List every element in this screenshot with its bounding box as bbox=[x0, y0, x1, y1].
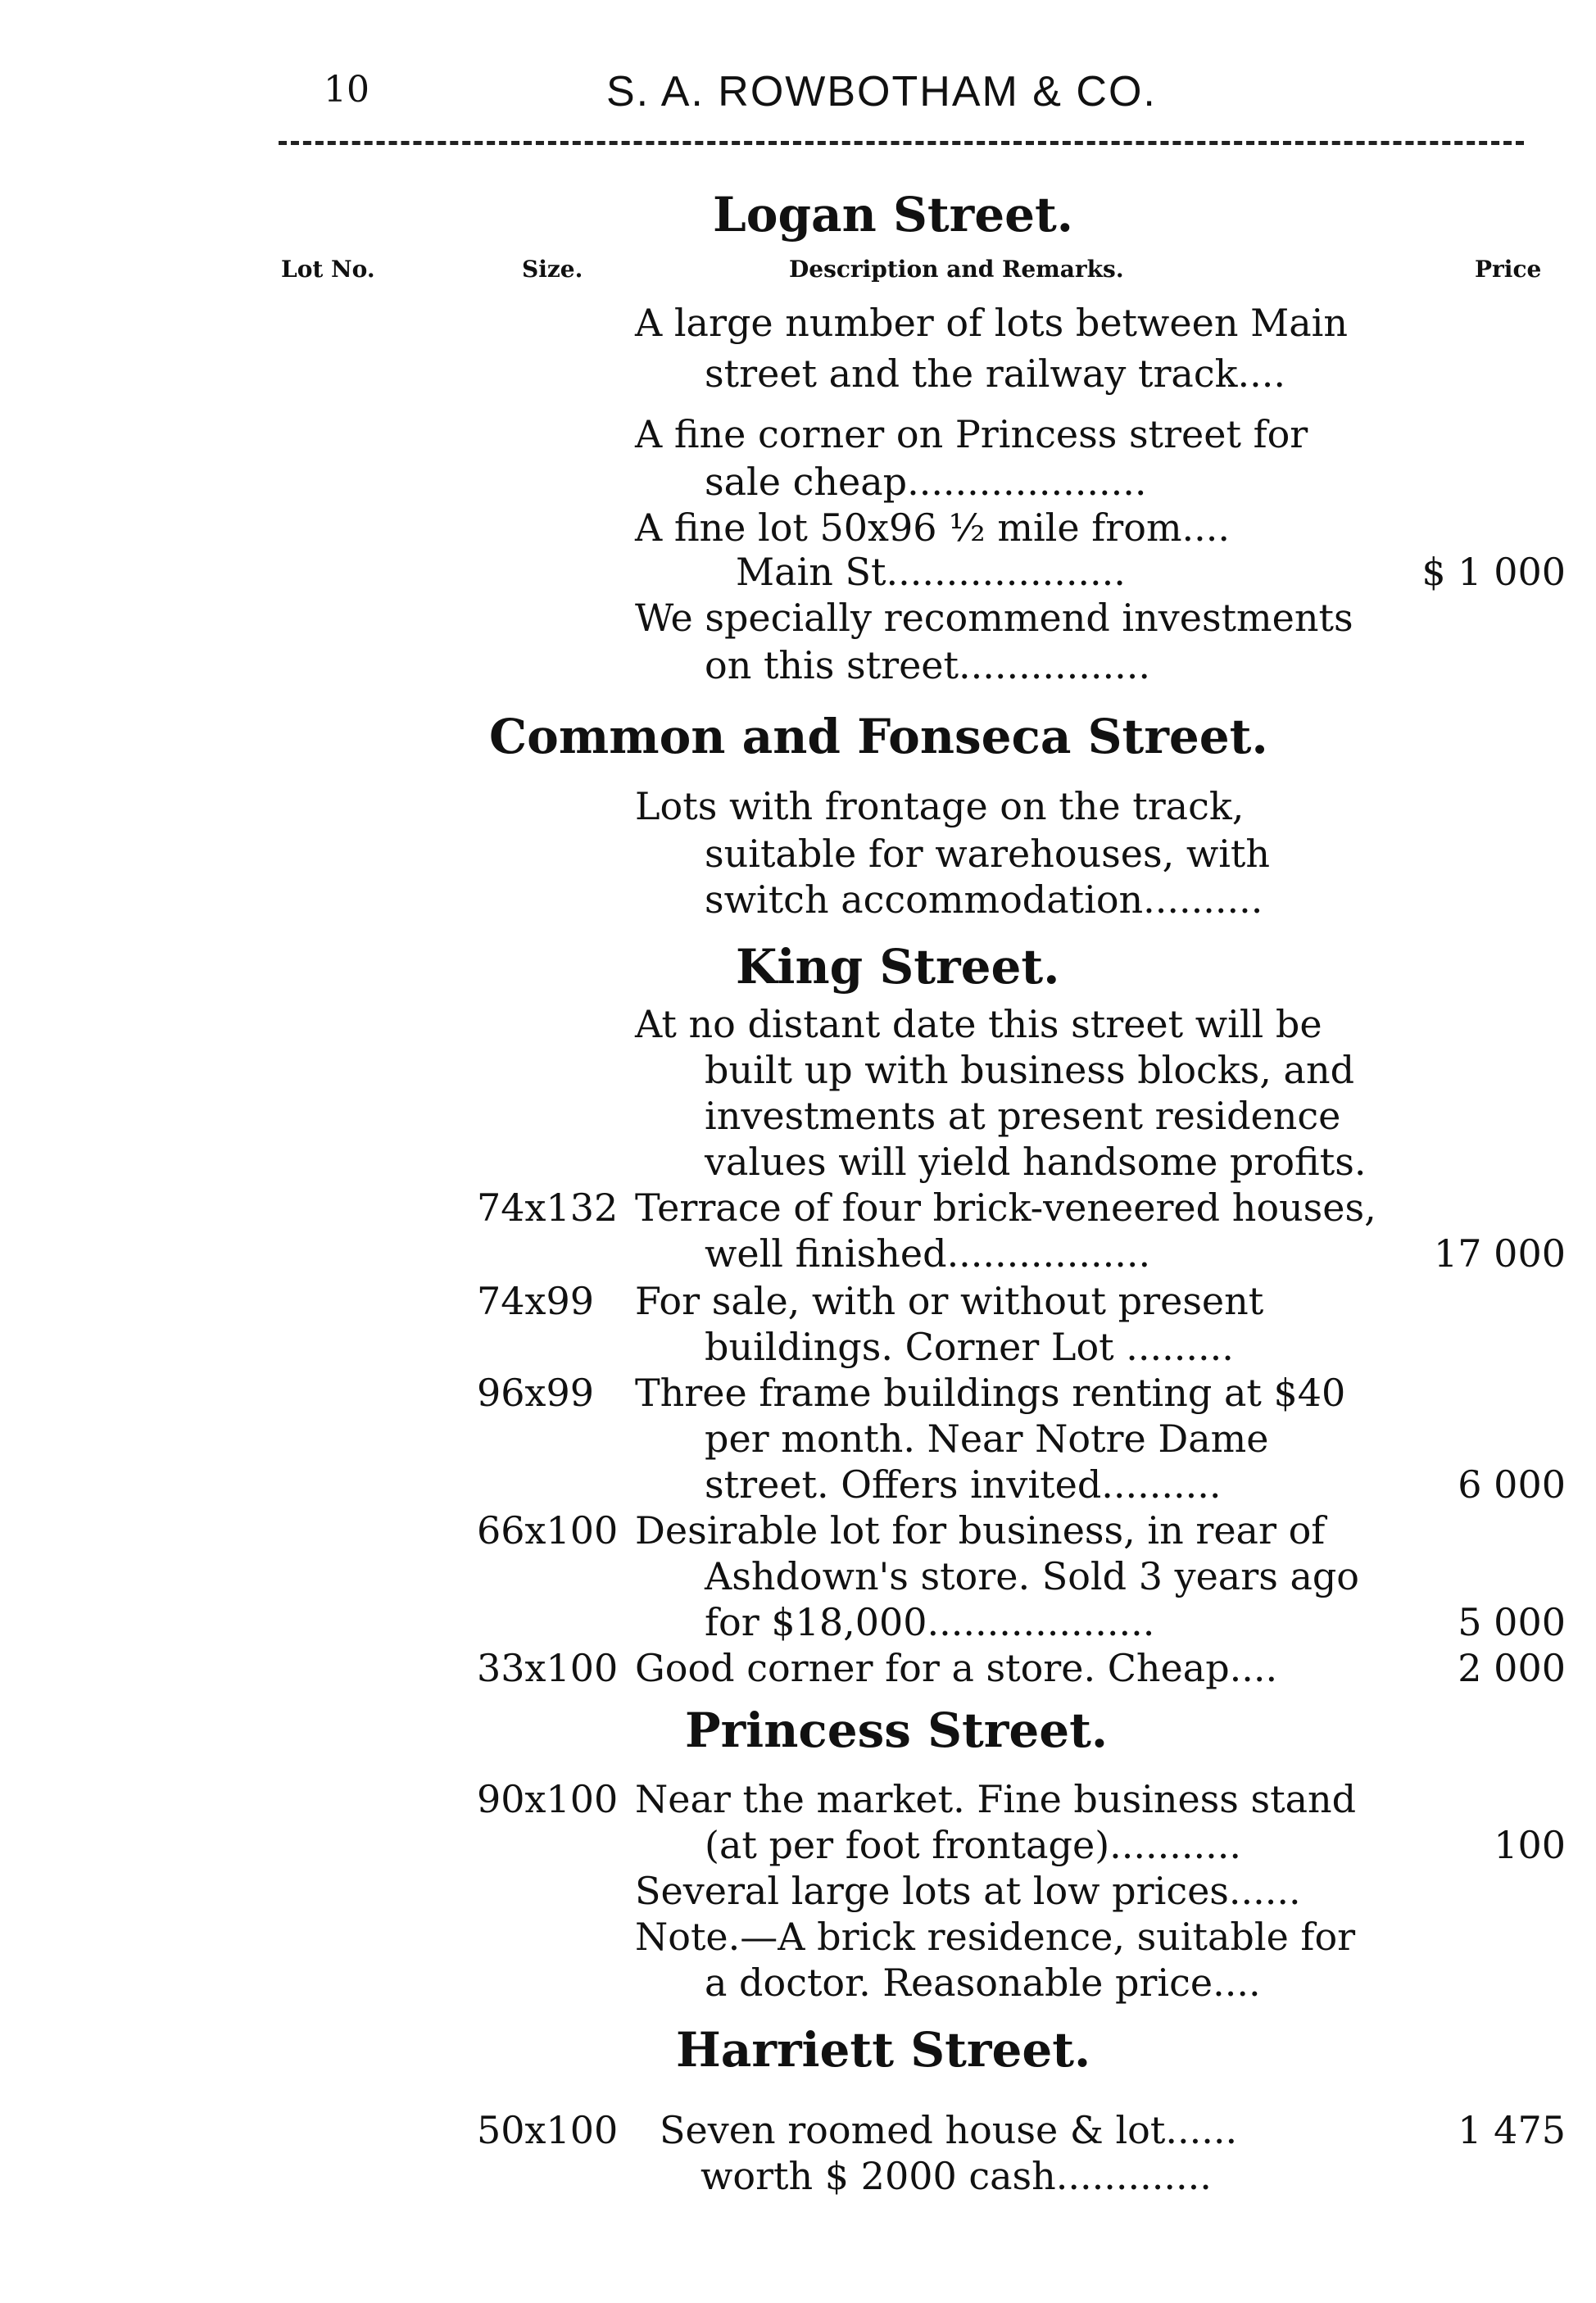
entry-line: investments at present residence bbox=[705, 1094, 1341, 1138]
entry-line: values will yield handsome profits. bbox=[705, 1140, 1367, 1184]
column-head-description: Description and Remarks. bbox=[789, 256, 1124, 283]
entry-line: Near the market. Fine business stand bbox=[635, 1777, 1357, 1821]
entry-line: (at per foot frontage)........... bbox=[705, 1823, 1241, 1867]
size-cell: 74x132 bbox=[477, 1186, 619, 1230]
section-title: Harriett Street. bbox=[676, 2022, 1091, 2078]
entry-line: Lots with frontage on the track, bbox=[635, 784, 1245, 828]
page-number: 10 bbox=[324, 69, 370, 111]
size-cell: 96x99 bbox=[477, 1371, 595, 1415]
header-rule bbox=[279, 141, 1524, 145]
entry-line: suitable for warehouses, with bbox=[705, 832, 1271, 876]
size-cell: 90x100 bbox=[477, 1777, 619, 1821]
entry-line: Three frame buildings renting at $40 bbox=[635, 1371, 1346, 1415]
size-cell: 50x100 bbox=[477, 2108, 619, 2152]
entry-line: Desirable lot for business, in rear of bbox=[635, 1508, 1326, 1553]
entry-line: At no distant date this street will be bbox=[635, 1002, 1322, 1046]
entry-line: Terrace of four brick-veneered houses, bbox=[635, 1186, 1376, 1230]
entry-line: on this street................ bbox=[705, 643, 1150, 687]
entry-line: switch accommodation.......... bbox=[705, 877, 1263, 922]
size-cell: 66x100 bbox=[477, 1508, 619, 1553]
running-title: S. A. ROWBOTHAM & CO. bbox=[606, 68, 1157, 116]
entry-line: worth $ 2000 cash............. bbox=[701, 2154, 1212, 2198]
price-cell: 2 000 bbox=[1458, 1646, 1566, 1690]
price-cell: 100 bbox=[1494, 1823, 1566, 1867]
entry-line: Ashdown's store. Sold 3 years ago bbox=[705, 1554, 1360, 1598]
entry-line: buildings. Corner Lot ......... bbox=[705, 1325, 1234, 1369]
entry-line: a doctor. Reasonable price.... bbox=[705, 1961, 1261, 2005]
size-cell: 74x99 bbox=[477, 1279, 595, 1323]
entry-line: well finished................. bbox=[705, 1231, 1151, 1276]
section-title: Common and Fonseca Street. bbox=[489, 709, 1268, 764]
entry-line: street and the railway track.... bbox=[705, 351, 1285, 396]
price-cell: $ 1 000 bbox=[1421, 550, 1566, 594]
price-cell: 5 000 bbox=[1458, 1600, 1566, 1644]
entry-line: For sale, with or without present bbox=[635, 1279, 1264, 1323]
column-head-price: Price bbox=[1475, 256, 1542, 283]
entry-line: Seven roomed house & lot...... bbox=[660, 2108, 1238, 2152]
entry-line: Good corner for a store. Cheap.... bbox=[635, 1646, 1278, 1690]
column-head-lot: Lot No. bbox=[281, 256, 375, 283]
entry-line: per month. Near Notre Dame bbox=[705, 1417, 1269, 1461]
price-cell: 17 000 bbox=[1434, 1231, 1566, 1276]
entry-line: street. Offers invited.......... bbox=[705, 1462, 1222, 1507]
entry-line: built up with business blocks, and bbox=[705, 1048, 1355, 1092]
entry-line: for $18,000................... bbox=[705, 1600, 1155, 1644]
section-title: King Street. bbox=[736, 939, 1060, 995]
entry-line: Note.—A brick residence, suitable for bbox=[635, 1915, 1356, 1959]
entry-line: A fine corner on Princess street for bbox=[635, 412, 1308, 456]
entry-line: Several large lots at low prices...... bbox=[635, 1869, 1301, 1913]
size-cell: 33x100 bbox=[477, 1646, 619, 1690]
entry-line: We specially recommend investments bbox=[635, 596, 1353, 640]
section-title: Princess Street. bbox=[685, 1702, 1109, 1758]
column-head-size: Size. bbox=[522, 256, 583, 283]
entry-line: Main St.................... bbox=[736, 550, 1126, 594]
price-cell: 6 000 bbox=[1458, 1462, 1566, 1507]
entry-line: A large number of lots between Main bbox=[635, 301, 1348, 345]
section-title: Logan Street. bbox=[713, 187, 1073, 243]
price-cell: 1 475 bbox=[1458, 2108, 1566, 2152]
entry-line: sale cheap.................... bbox=[705, 460, 1147, 504]
entry-line: A fine lot 50x96 ½ mile from.... bbox=[635, 505, 1231, 550]
